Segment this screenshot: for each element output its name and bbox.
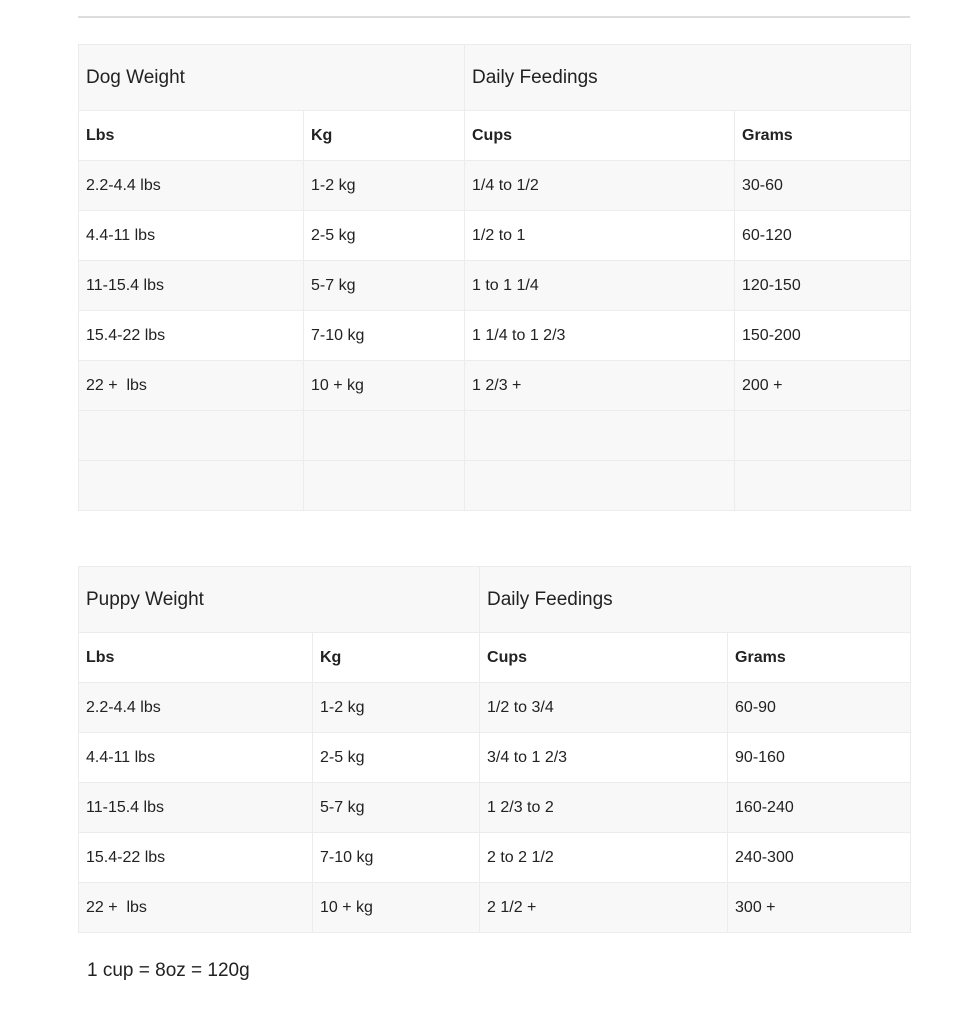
table-cell-cups: 1 1/4 to 1 2/3 xyxy=(465,311,735,361)
table-cell-grams: 150-200 xyxy=(735,311,911,361)
table-cell-kg: 7-10 kg xyxy=(313,833,480,883)
dog-table-body xyxy=(79,45,911,511)
dog-column-header-row xyxy=(79,111,911,161)
puppy-group-header-row xyxy=(79,567,911,633)
table-cell-lbs: 11-15.4 lbs xyxy=(79,783,313,833)
table-cell-lbs: 22 + lbs xyxy=(79,883,313,933)
puppy-daily-feedings-group-header: Daily Feedings xyxy=(480,567,911,633)
table-row-empty xyxy=(79,411,911,461)
table-cell-lbs: 4.4-11 lbs xyxy=(79,211,304,261)
dog-col-cups-header: Cups xyxy=(465,111,735,161)
dog-col-grams-header: Grams xyxy=(735,111,911,161)
table-cell-empty xyxy=(465,411,735,461)
table-cell-empty xyxy=(79,461,304,511)
dog-group-header-row xyxy=(79,45,911,111)
table-cell-lbs: 22 + lbs xyxy=(79,361,304,411)
table-cell-empty xyxy=(79,411,304,461)
top-divider xyxy=(78,16,910,18)
table-row xyxy=(79,211,911,261)
table-cell-kg: 5-7 kg xyxy=(304,261,465,311)
table-row-empty xyxy=(79,461,911,511)
table-cell-lbs: 2.2-4.4 lbs xyxy=(79,683,313,733)
puppy-table-body xyxy=(79,567,911,933)
table-cell-kg: 2-5 kg xyxy=(304,211,465,261)
table-row xyxy=(79,311,911,361)
table-cell-grams: 240-300 xyxy=(728,833,911,883)
puppy-weight-group-header: Puppy Weight xyxy=(79,567,480,633)
puppy-feeding-table xyxy=(78,566,911,933)
cup-conversion-footnote: 1 cup = 8oz = 120g xyxy=(87,960,250,981)
table-cell-grams: 160-240 xyxy=(728,783,911,833)
table-cell-lbs: 4.4-11 lbs xyxy=(79,733,313,783)
table-cell-empty xyxy=(735,461,911,511)
table-cell-empty xyxy=(735,411,911,461)
table-row xyxy=(79,733,911,783)
table-cell-kg: 1-2 kg xyxy=(304,161,465,211)
dog-col-kg-header: Kg xyxy=(304,111,465,161)
table-cell-lbs: 15.4-22 lbs xyxy=(79,833,313,883)
table-cell-empty xyxy=(304,411,465,461)
table-cell-grams: 200 + xyxy=(735,361,911,411)
table-cell-grams: 300 + xyxy=(728,883,911,933)
dog-col-lbs-header: Lbs xyxy=(79,111,304,161)
table-cell-cups: 1 to 1 1/4 xyxy=(465,261,735,311)
table-cell-cups: 2 1/2 + xyxy=(480,883,728,933)
dog-daily-feedings-group-header: Daily Feedings xyxy=(465,45,911,111)
table-row xyxy=(79,783,911,833)
dog-weight-group-header: Dog Weight xyxy=(79,45,465,111)
table-row xyxy=(79,361,911,411)
puppy-col-kg-header: Kg xyxy=(313,633,480,683)
table-cell-cups: 1/2 to 3/4 xyxy=(480,683,728,733)
table-cell-empty xyxy=(304,461,465,511)
table-cell-cups: 3/4 to 1 2/3 xyxy=(480,733,728,783)
table-cell-lbs: 11-15.4 lbs xyxy=(79,261,304,311)
table-cell-cups: 1/2 to 1 xyxy=(465,211,735,261)
table-cell-cups: 2 to 2 1/2 xyxy=(480,833,728,883)
table-cell-cups: 1/4 to 1/2 xyxy=(465,161,735,211)
table-cell-empty xyxy=(465,461,735,511)
table-cell-grams: 90-160 xyxy=(728,733,911,783)
table-cell-kg: 2-5 kg xyxy=(313,733,480,783)
puppy-col-lbs-header: Lbs xyxy=(79,633,313,683)
puppy-col-grams-header: Grams xyxy=(728,633,911,683)
puppy-column-header-row xyxy=(79,633,911,683)
table-cell-grams: 60-90 xyxy=(728,683,911,733)
table-row xyxy=(79,161,911,211)
puppy-col-cups-header: Cups xyxy=(480,633,728,683)
table-cell-cups: 1 2/3 + xyxy=(465,361,735,411)
dog-feeding-table xyxy=(78,44,911,511)
table-cell-kg: 1-2 kg xyxy=(313,683,480,733)
table-cell-cups: 1 2/3 to 2 xyxy=(480,783,728,833)
table-cell-kg: 7-10 kg xyxy=(304,311,465,361)
table-row xyxy=(79,683,911,733)
table-cell-lbs: 15.4-22 lbs xyxy=(79,311,304,361)
table-cell-kg: 10 + kg xyxy=(313,883,480,933)
table-cell-grams: 30-60 xyxy=(735,161,911,211)
table-cell-grams: 60-120 xyxy=(735,211,911,261)
table-row xyxy=(79,833,911,883)
table-cell-lbs: 2.2-4.4 lbs xyxy=(79,161,304,211)
table-cell-kg: 5-7 kg xyxy=(313,783,480,833)
table-cell-kg: 10 + kg xyxy=(304,361,465,411)
table-row xyxy=(79,883,911,933)
table-cell-grams: 120-150 xyxy=(735,261,911,311)
table-row xyxy=(79,261,911,311)
